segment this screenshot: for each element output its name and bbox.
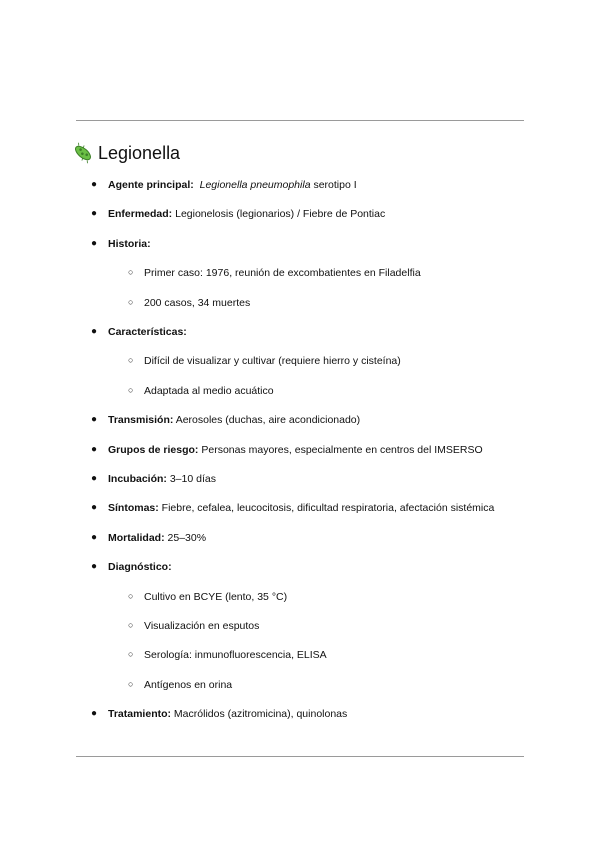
sub-list-item	[128, 620, 260, 632]
item-label: Agente principal:	[108, 179, 194, 191]
bullet-icon: ●	[91, 502, 98, 514]
bullet-icon: ●	[91, 326, 98, 337]
sub-list-item	[128, 384, 274, 397]
sub-item-text: Cultivo en BCYE (lento, 35 °C)	[144, 590, 288, 603]
bullet-icon: ●	[91, 531, 98, 543]
item-text: Legionelosis (legionarios) / Fiebre de Pontiac	[172, 208, 386, 221]
sub-item-text: 200 casos, 34 muertes	[144, 296, 251, 309]
item-label: Síntomas:	[108, 502, 159, 515]
item-label: Grupos de riesgo:	[108, 443, 199, 456]
sub-item-text: Visualización en esputos	[144, 620, 260, 632]
sub-list-item	[128, 590, 288, 603]
item-text: Personas mayores, especialmente en centros del IMSERSO	[198, 443, 483, 456]
list-item	[91, 502, 495, 515]
bullet-icon: ●	[91, 561, 98, 573]
hollow-bullet-icon: ○	[128, 355, 134, 366]
item-text: Macrólidos (azitromicina), quinolonas	[171, 708, 348, 721]
list-item	[91, 473, 216, 485]
item-text: Fiebre, cefalea, leucocitosis, dificultad respiratoria, afectación sistémica	[158, 502, 495, 515]
item-text: Aerosoles (duchas, aire acondicionado)	[173, 414, 361, 427]
list-item	[91, 561, 172, 574]
item-label: Características:	[108, 326, 187, 338]
item-text: serotipo I	[310, 179, 357, 191]
item-label: Mortalidad:	[108, 531, 165, 544]
item-label: Diagnóstico:	[108, 561, 172, 574]
bullet-icon: ●	[91, 443, 98, 455]
section-header	[72, 142, 180, 164]
list-item	[91, 208, 386, 221]
item-label: Transmisión:	[108, 414, 174, 427]
top-divider	[76, 120, 524, 121]
list-item	[91, 326, 187, 338]
item-text: 3–10 días	[166, 473, 216, 485]
hollow-bullet-icon: ○	[128, 590, 134, 601]
bullet-icon: ●	[91, 473, 98, 484]
list-item	[91, 414, 361, 427]
sub-item-text: Serología: inmunofluorescencia, ELISA	[144, 649, 327, 662]
list-item	[91, 237, 151, 250]
sub-item-text: Antígenos en orina	[144, 678, 233, 691]
list-item	[91, 708, 348, 721]
sub-list-item	[128, 678, 233, 691]
list-item	[91, 531, 207, 544]
list-item	[91, 179, 357, 191]
hollow-bullet-icon: ○	[128, 267, 134, 278]
bullet-icon: ●	[91, 208, 98, 220]
item-text: 25–30%	[164, 531, 207, 544]
sub-item-text: Primer caso: 1976, reunión de excombatientes en Filadelfia	[144, 267, 421, 280]
bullet-icon: ●	[91, 237, 98, 249]
sub-list-item	[128, 355, 401, 368]
sub-item-text: Difícil de visualizar y cultivar (requiere hierro y cisteína)	[144, 355, 401, 368]
hollow-bullet-icon: ○	[128, 620, 134, 630]
item-label: Enfermedad:	[108, 208, 173, 221]
page-title: Legionella	[98, 142, 181, 163]
bullet-icon: ●	[91, 179, 98, 190]
list-item	[91, 443, 483, 456]
item-label: Historia:	[108, 237, 151, 250]
hollow-bullet-icon: ○	[128, 296, 134, 307]
sub-list-item	[128, 296, 251, 309]
hollow-bullet-icon: ○	[128, 678, 134, 689]
bullet-icon: ●	[91, 414, 98, 426]
bacterium-icon	[72, 142, 94, 164]
bottom-divider	[76, 756, 524, 757]
item-label: Incubación:	[108, 473, 167, 485]
sub-item-text: Adaptada al medio acuático	[144, 384, 274, 397]
bullet-icon: ●	[91, 708, 98, 720]
item-label: Tratamiento:	[108, 708, 172, 721]
hollow-bullet-icon: ○	[128, 649, 134, 660]
sub-list-item	[128, 267, 421, 280]
hollow-bullet-icon: ○	[128, 384, 134, 395]
item-italic-text: Legionella pneumophila	[199, 179, 311, 191]
sub-list-item	[128, 649, 327, 662]
